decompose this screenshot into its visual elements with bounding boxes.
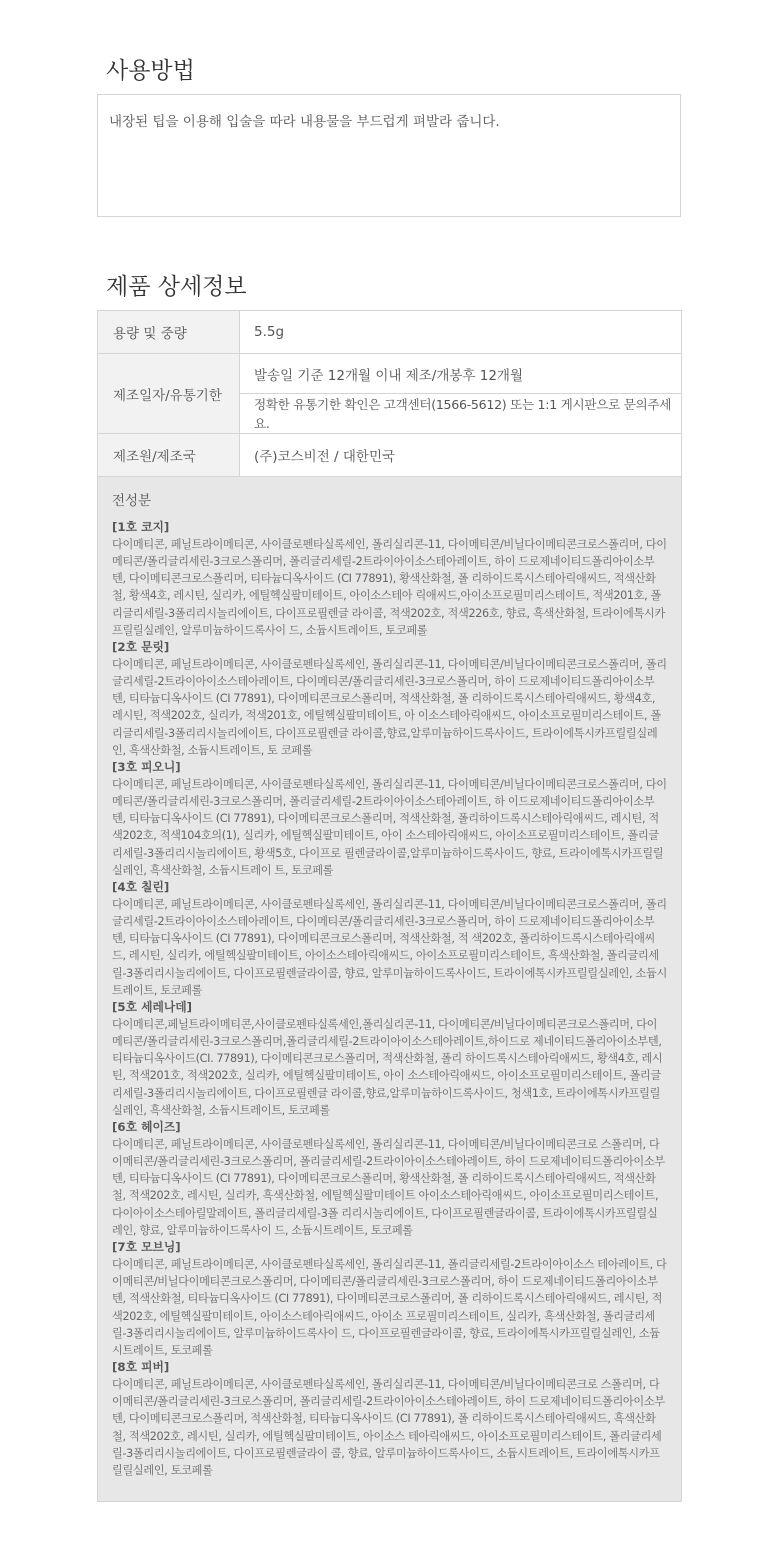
shade-ingredients: 다이메티콘,페닐트라이메티콘,사이클로펜타실록세인,폴리실리콘-11, 다이메티콘/비닐다이메티콘크로스폴리머, 다이메티콘/폴리글리세린-3크로스폴리머,폴리글리세릴-2트라이아이소스테아레이트,하이드로 제네이티드폴리아이소부텐, 티타늄디옥사이드(CI. 77891), 다이메티콘크로스폴리머, 적색산화철, 폴리 하이드록시스테아릭애씨드, 황색4호, 레시틴, 적색201호, 적색202호, 실리카, 에틸헥실팔미테이트, 아이 소스테아릭애씨드, 아이소프로필미리스테이트, 폴리글리세릴-3폴리리시놀리에이트, 다이프로필렌글 라이콜,향료,알루미늄하이드록사이드, 청색1호, 트라이에톡시카프릴릴실레인, 흑색산화철, 소듐시트레이트, 토코페롤 xyxy=(112,1017,663,1117)
shade-ingredients: 다이메티콘, 페닐트라이메티콘, 사이클로펜타실록세인, 폴리실리콘-11, 폴리글리세릴-2트라이아이소스 테아레이트, 다이메티콘/비닐다이메티콘크로스폴리머, 다이메티콘/폴리글리세린-3크로스폴리머, 하이 드로제네이티드폴리아이소부텐, 적색산화철, 티타늄디옥사이드 (CI 77891), 다이메티콘크로스폴리머, 폴 리하이드록시스테아릭애씨드, 레시틴, 적색202호, 에틸헥실팔미테이트, 아이소스테아릭애씨드, 아이소 프로필미리스테이트, 실리카, 흑색산화철, 폴리글리세릴-3폴리리시놀리에이트, 알루미늄하이드록사이 드, 다이프로필렌글라이콜, 향료, 트라이에톡시카프릴릴실레인, 소듐시트레이트, 토코페롤 xyxy=(112,1257,667,1357)
table-row xyxy=(98,354,681,434)
table-row xyxy=(98,311,681,354)
usage-title: 사용방법 xyxy=(106,58,195,84)
shade-ingredients: 다이메티콘, 페닐트라이메티콘, 사이클로펜타실록세인, 폴리실리콘-11, 다이메티콘/비닐다이메티콘크로스폴리머, 다이메티콘/폴리글리세린-3크로스폴리머, 폴리글리세릴-2트라이아이소스테아레이트, 하 이드로제네이티드폴리아이소부텐, 티타늄디옥사이드 (CI 77891), 다이메티콘크로스폴리머, 적색산화철, 폴리하이드록시스테아릭애씨드, 레시틴, 적색202호, 적색104호의(1), 실리카, 에틸헥실팔미테이트, 아이 소스테아릭애씨드, 아이소프로필미리스테이트, 폴리글리세릴-3폴리리시놀리에이트, 황색5호, 다이프로 필렌글라이콜,알루미늄하이드록사이드, 향료, 트라이에톡시카프릴릴실레인, 흑색산화철, 소듐시트레이 트, 토코페롤 xyxy=(112,777,667,877)
shade-name: [1호 코지] xyxy=(112,520,170,534)
row-value: 5.5g xyxy=(254,324,285,340)
row-label: 제조원/제조국 xyxy=(98,434,240,476)
shade-name: [7호 모브닝] xyxy=(112,1240,181,1255)
shade-group xyxy=(112,999,667,1119)
product-details-table xyxy=(97,310,682,1502)
shade-group xyxy=(112,879,667,999)
usage-box xyxy=(97,94,681,217)
shade-ingredients: 다이메티콘, 페닐트라이메티콘, 사이클로펜타실록세인, 폴리실리콘-11, 다이메티콘/비닐다이메티콘크로 스폴리머, 다이메티콘/폴리글리세린-3크로스폴리머, 폴리글리세릴-2트라이아이소스테아레이트, 하이 드로제네이티드폴리아이소부텐, 다이메티콘크로스폴리머, 적색산화철, 티타늄디옥사이드 (CI 77891), 폴 리하이드록시스테아릭애씨드, 흑색산화철, 적색202호, 레시틴, 실리카, 에틸헥실팔미테이트, 아이소스 테아릭애씨드, 아이소프로필미리스테이트, 폴리글리세릴-3폴리리시놀리에이트, 다이프로필렌글라이 콜, 향료, 알루미늄하이드록사이드, 소듐시트레이트, 트라이에톡시카프릴릴실레인, 토코페롤 xyxy=(112,1377,665,1477)
row-label: 제조일자/유통기한 xyxy=(98,354,240,433)
shade-group xyxy=(112,759,667,879)
row-label: 용량 및 중량 xyxy=(98,311,240,353)
details-title: 제품 상세정보 xyxy=(106,274,247,300)
shade-ingredients: 다이메티콘, 페닐트라이메티콘, 사이클로펜타실록세인, 폴리실리콘-11, 다이메티콘/비닐다이메티콘크로 스폴리머, 다이메티콘/폴리글리세린-3크로스폴리머, 폴리글리세릴-2트라이아이소스테아레이트, 하이 드로제네이티드폴리아이소부텐, 티타늄디옥사이드 (CI 77891), 다이메티콘크로스폴리머, 황색산화철, 폴 리하이드록시스테아릭애씨드, 적색산화철, 적색202호, 레시틴, 실리카, 흑색산화철, 에틸헥실팔미테이트 아이소스테아릭애씨드, 아이소프로필미리스테이트, 다이아이소스테아릴말레이트, 폴리글리세릴-3폴 리리시놀리에이트, 다이프로필렌글라이콜, 트라이에톡시카프릴릴실레인, 향료, 알루미늄하이드록사이 드, 소듐시트레이트, 토코페롤 xyxy=(112,1137,665,1237)
shade-name: [6호 헤이즈] xyxy=(112,1120,181,1135)
shade-group xyxy=(112,519,667,639)
row-note: 정확한 유통기한 확인은 고객센터(1566-5612) 또는 1:1 게시판으로 문의주세요. xyxy=(240,393,681,432)
shade-group xyxy=(112,1239,667,1359)
table-row xyxy=(98,434,681,477)
shade-group xyxy=(112,1119,667,1239)
shade-ingredients: 다이메티콘, 페닐트라이메티콘, 사이클로펜타실록세인, 폴리실리콘-11, 다이메티콘/비닐다이메티콘크로스폴리머, 다이메티콘/폴리글리세린-3크로스폴리머, 폴리글리세릴-2트라이아이소스테아레이트, 하이 드로제네이티드폴리아이소부텐, 다이메티콘크로스폴리머, 티타늄디옥사이드 (CI 77891), 황색산화철, 폴 리하이드록시스테아릭애씨드, 적색산화철, 황색4호, 레시틴, 실리카, 에틸헥실팔미테이트, 아이소스테아 릭애씨드,아이소프로필미리스테이트, 적색201호, 폴리글리세릴-3폴리리시놀리에이트, 다이프로필렌글 라이콜, 적색202호, 적색226호, 향료, 흑색산화철, 트라이에톡시카프릴릴실레인, 알루미늄하이드록사이 드, 소듐시트레이트, 토코페롤 xyxy=(112,537,667,637)
shade-name: [2호 문릿] xyxy=(112,640,170,655)
shade-ingredients: 다이메티콘, 페닐트라이메티콘, 사이클로펜타실록세인, 폴리실리콘-11, 다이메티콘/비닐다이메티콘크로스폴리머, 폴리글리세릴-2트라이아이소스테아레이트, 다이메티콘/폴리글리세린-3크로스폴리머, 하이 드로제네이티드폴리아이소부텐, 티타늄디옥사이드 (CI 77891), 다이메티콘크로스폴리머, 적색산화철, 폴 리하이드록시스테아릭애씨드, 황색4호, 레시틴, 적색202호, 실리카, 적색201호, 에틸헥실팔미테이트, 아 이소스테아릭애씨드, 아이소프로필미리스테이트, 폴리글리세릴-3폴리리시놀리에이트, 다이프로필렌글 라이콜,향료,알루미늄하이드록사이드, 트라이에톡시카프릴릴실레인, 흑색산화철, 소듐시트레이트, 토 코페롤 xyxy=(112,657,667,757)
row-value: 발송일 기준 12개월 이내 제조/개봉후 12개월 xyxy=(254,367,524,384)
shade-name: [3호 피오니] xyxy=(112,760,181,775)
shade-name: [8호 피버] xyxy=(112,1360,170,1375)
shade-ingredients: 다이메티콘, 페닐트라이메티콘, 사이클로펜타실록세인, 폴리실리콘-11, 다이메티콘/비닐다이메티콘크로스폴리머, 폴리글리세릴-2트라이아이소스테아레이트, 다이메티콘/폴리글리세린-3크로스폴리머, 하이 드로제네이티드폴리아이소부텐, 티타늄디옥사이드 (CI 77891), 다이메티콘크로스폴리머, 적색산화철, 적 색202호, 폴리하이드록시스테아릭애씨드, 레시틴, 실리카, 에틸헥실팔미테이트, 아이소스테아릭애씨드, 아이소프로필미리스테이트, 흑색산화철, 폴리글리세릴-3폴리리시놀리에이트, 다이프로필렌글라이콜, 향료, 알루미늄하이드록사이드, 트라이에톡시카프릴릴실레인, 소듐시트레이트, 토코페롤 xyxy=(112,897,667,997)
shade-group xyxy=(112,639,667,759)
row-value: (주)코스비전 / 대한민국 xyxy=(254,449,396,465)
ingredients-title: 전성분 xyxy=(112,493,152,509)
usage-text: 내장된 팁을 이용해 입술을 따라 내용물을 부드럽게 펴발라 줍니다. xyxy=(109,114,500,130)
shade-name: [4호 칠린] xyxy=(112,880,170,895)
shade-group xyxy=(112,1359,667,1479)
shade-name: [5호 세레나데] xyxy=(112,1000,193,1015)
ingredients-box xyxy=(98,477,681,1501)
